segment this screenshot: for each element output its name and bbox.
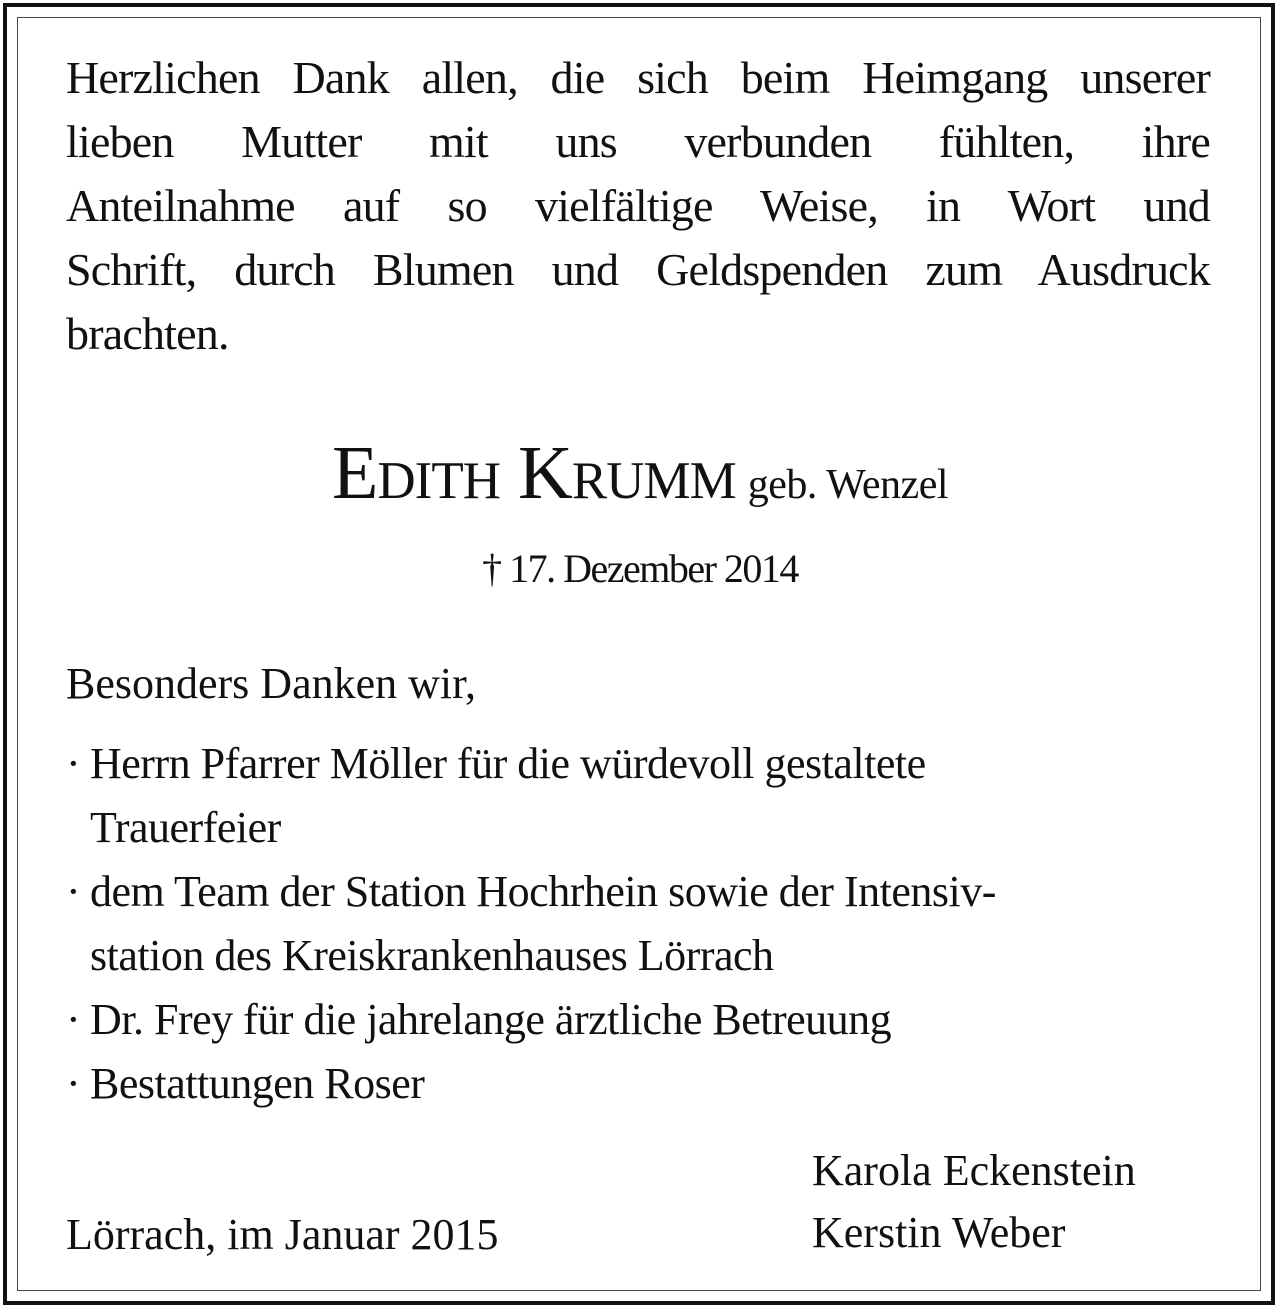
intro-paragraph [66, 46, 1210, 366]
bullet-mark: · [66, 1059, 81, 1108]
list-item-text [90, 732, 926, 860]
intro-line: Herzlichen Dank allen, die sich beim Heimgang unserer [66, 52, 1210, 103]
list-item [66, 732, 1216, 860]
intro-line: lieben Mutter mit uns verbunden fühlten, ihre [66, 116, 1210, 167]
death-date: † 17. Dezember 2014 [482, 546, 798, 591]
list-item-text [90, 1052, 424, 1116]
thanks-list [66, 732, 1216, 1116]
list-item-text [90, 860, 996, 988]
bullet-mark: · [66, 867, 81, 916]
list-item-line: Herrn Pfarrer Möller für die würdevoll gestaltete [90, 739, 926, 788]
place-date: Lörrach, im Januar 2015 [66, 1210, 499, 1259]
deceased-birth-name: geb. Wenzel [747, 462, 949, 508]
deceased-name: Edith Krumm [331, 431, 736, 515]
list-item-line: dem Team der Station Hochrhein sowie der Intensiv- [90, 867, 996, 916]
signature-name: Karola Eckenstein [812, 1146, 1136, 1195]
signatures [812, 1140, 1136, 1264]
list-item [66, 988, 1216, 1052]
intro-line: Schrift, durch Blumen und Geldspenden zum Ausdruck [66, 244, 1210, 295]
bullet-mark: · [66, 995, 81, 1044]
thanks-heading: Besonders Danken wir, [66, 659, 477, 708]
list-item [66, 860, 1216, 988]
list-item [66, 1052, 1216, 1116]
intro-line: brachten. [66, 308, 229, 359]
list-item-line: Bestattungen Roser [90, 1059, 425, 1108]
list-item-text [90, 988, 891, 1052]
bullet-mark: · [66, 739, 81, 788]
list-item-line: Trauerfeier [90, 803, 281, 852]
intro-line: Anteilnahme auf so vielfältige Weise, in Wort und [66, 180, 1210, 231]
list-item-line: station des Kreiskrankenhauses Lörrach [90, 931, 774, 980]
list-item-line: Dr. Frey für die jahrelange ärztliche Betreuung [90, 995, 892, 1044]
signature-name: Kerstin Weber [812, 1208, 1066, 1257]
deceased-name-row [0, 428, 1280, 518]
